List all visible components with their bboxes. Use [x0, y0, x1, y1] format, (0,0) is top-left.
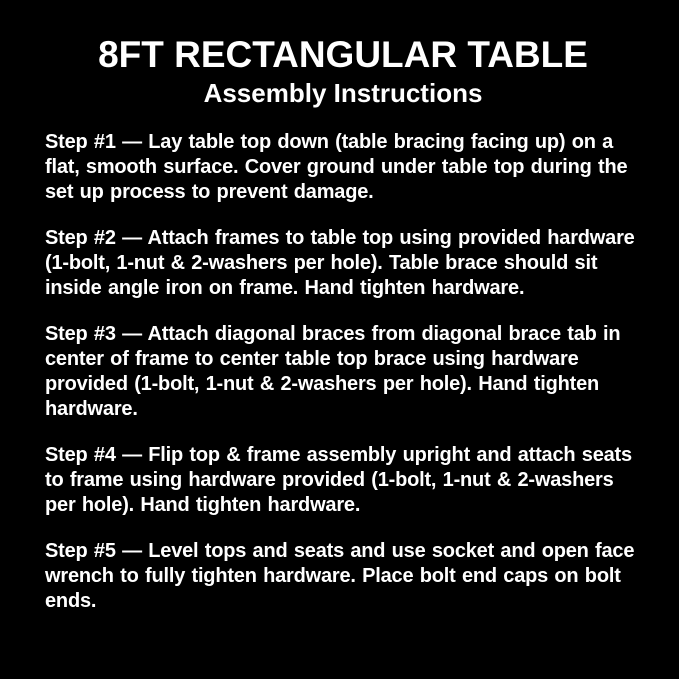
step-5: Step #5 — Level tops and seats and use socket and open face wrench to fully tighten hardware. Place bolt end caps on bolt ends.	[45, 540, 635, 612]
steps-list	[45, 130, 641, 614]
step-2: Step #2 — Attach frames to table top using provided hardware (1-bolt, 1-nut & 2-washers per hole). Table brace should sit inside angle iron on frame. Hand tighten hardware.	[45, 227, 635, 299]
step-1: Step #1 — Lay table top down (table bracing facing up) on a flat, smooth surface. Cover ground under table top during the set up process to prevent damage.	[45, 131, 628, 203]
step-4: Step #4 — Flip top & frame assembly upright and attach seats to frame using hardware provided (1-bolt, 1-nut & 2-washers per hole). Hand tighten hardware.	[45, 444, 632, 516]
step-3: Step #3 — Attach diagonal braces from diagonal brace tab in center of frame to center table top brace using hardware provided (1-bolt, 1-nut & 2-washers per hole). Hand tighten hardware.	[45, 323, 621, 420]
page-title: 8FT RECTANGULAR TABLE	[98, 34, 588, 75]
page-subtitle: Assembly Instructions	[203, 78, 483, 108]
